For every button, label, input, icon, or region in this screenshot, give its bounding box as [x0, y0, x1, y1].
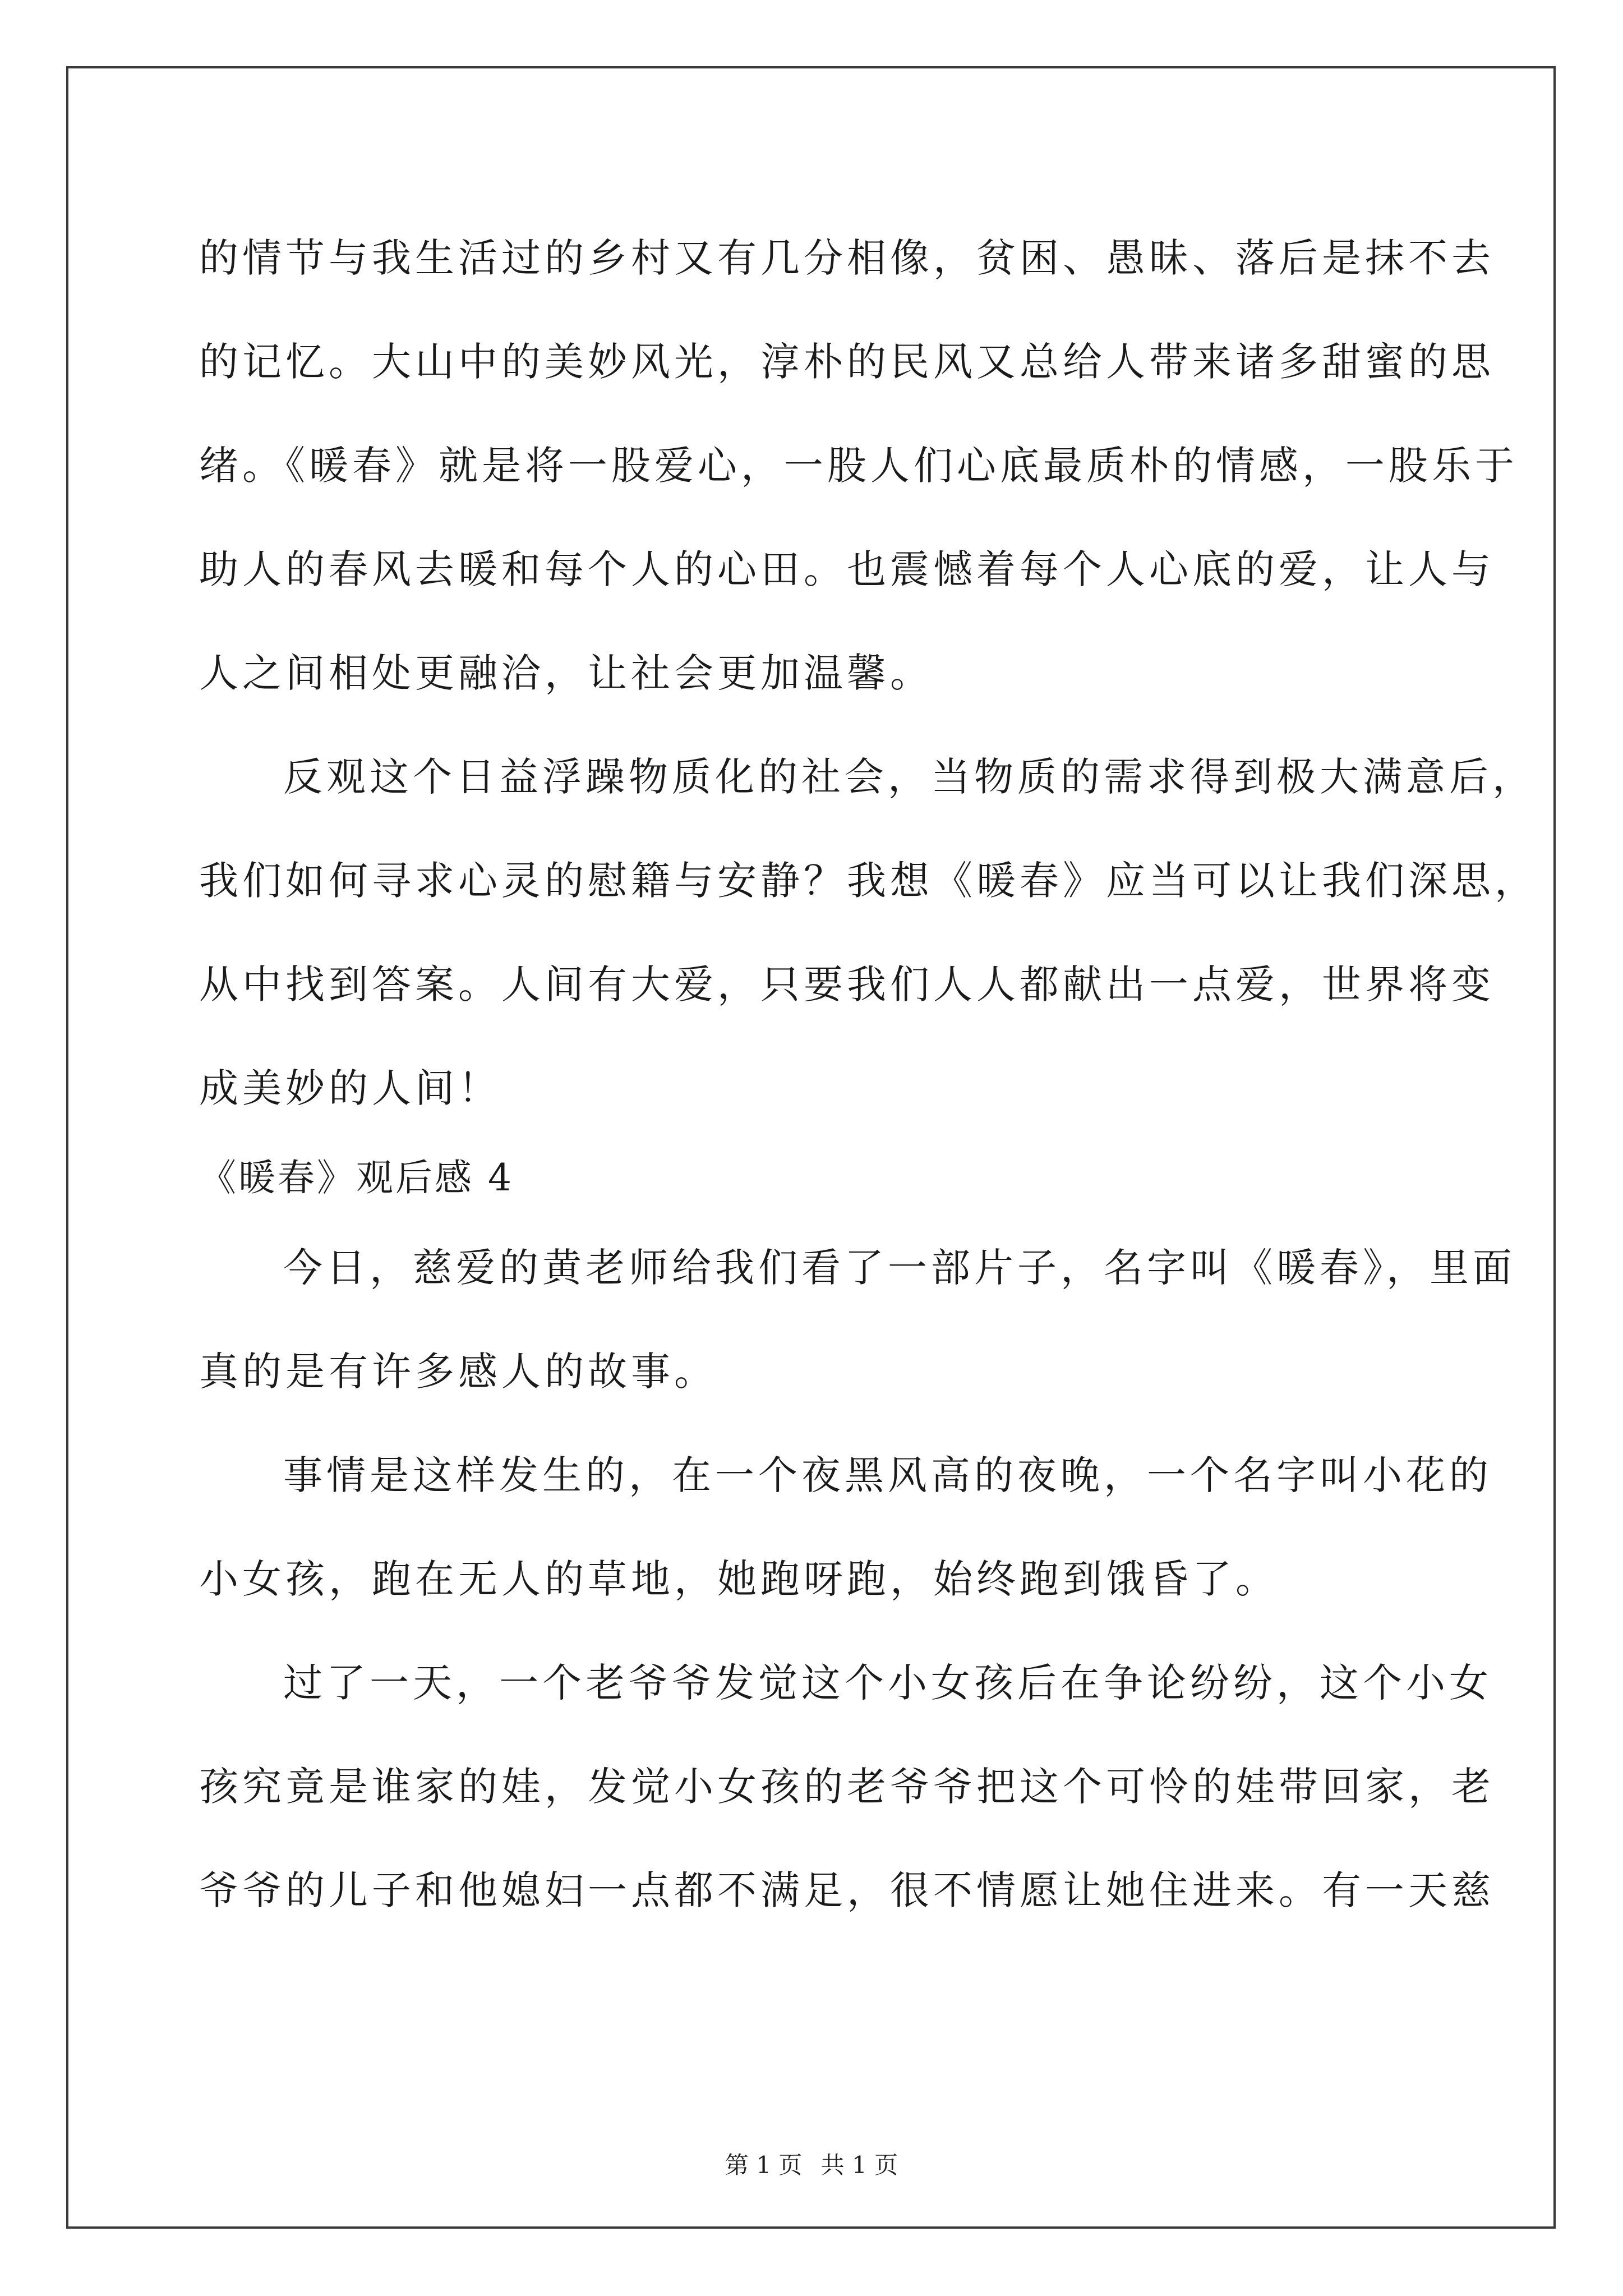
paragraph-line: 的情节与我生活过的乡村又有几分相像，贫困、愚昧、落后是抹不去 — [199, 235, 1495, 281]
paragraph-first-line: 过了一天，一个老爷爷发觉这个小女孩后在争论纷纷，这个小女 — [283, 1660, 1492, 1706]
page-number: 第 1 页 — [725, 2151, 803, 2179]
paragraph-line: 的记忆。大山中的美妙风光，淳朴的民风又总给人带来诸多甜蜜的思 — [199, 339, 1495, 385]
paragraph-line: 绪。《暖春》就是将一股爱心，一股人们心底最质朴的情感，一股乐于 — [199, 443, 1518, 489]
paragraph-line: 成美妙的人间！ — [199, 1065, 501, 1111]
page-total: 共 1 页 — [820, 2151, 898, 2179]
paragraph-line: 小女孩，跑在无人的草地，她跑呀跑，始终跑到饿昏了。 — [199, 1556, 1279, 1602]
paragraph-first-line: 今日，慈爱的黄老师给我们看了一部片子，名字叫《暖春》，里面 — [283, 1245, 1516, 1291]
paragraph-line: 孩究竟是谁家的娃，发觉小女孩的老爷爷把这个可怜的娃带回家，老 — [199, 1764, 1495, 1810]
paragraph-first-line: 反观这个日益浮躁物质化的社会，当物质的需求得到极大满意后， — [283, 754, 1536, 800]
page-footer — [0, 2148, 1623, 2182]
paragraph-line: 助人的春风去暖和每个人的心田。也震憾着每个人心底的爱，让人与 — [199, 546, 1495, 592]
paragraph-line: 从中找到答案。人间有大爱，只要我们人人都献出一点爱，世界将变 — [199, 961, 1495, 1007]
paragraph-line: 真的是有许多感人的故事。 — [199, 1349, 717, 1395]
paragraph-line: 人之间相处更融洽，让社会更加温馨。 — [199, 650, 933, 696]
paragraph-line: 爷爷的儿子和他媳妇一点都不满足，很不情愿让她住进来。有一天慈 — [199, 1867, 1495, 1913]
paragraph-line: 我们如何寻求心灵的慰籍与安静？我想《暖春》应当可以让我们深思， — [199, 858, 1538, 904]
paragraph-first-line: 事情是这样发生的，在一个夜黑风高的夜晚，一个名字叫小花的 — [283, 1452, 1492, 1498]
section-title: 《暖春》观后感 4 — [199, 1156, 514, 1199]
